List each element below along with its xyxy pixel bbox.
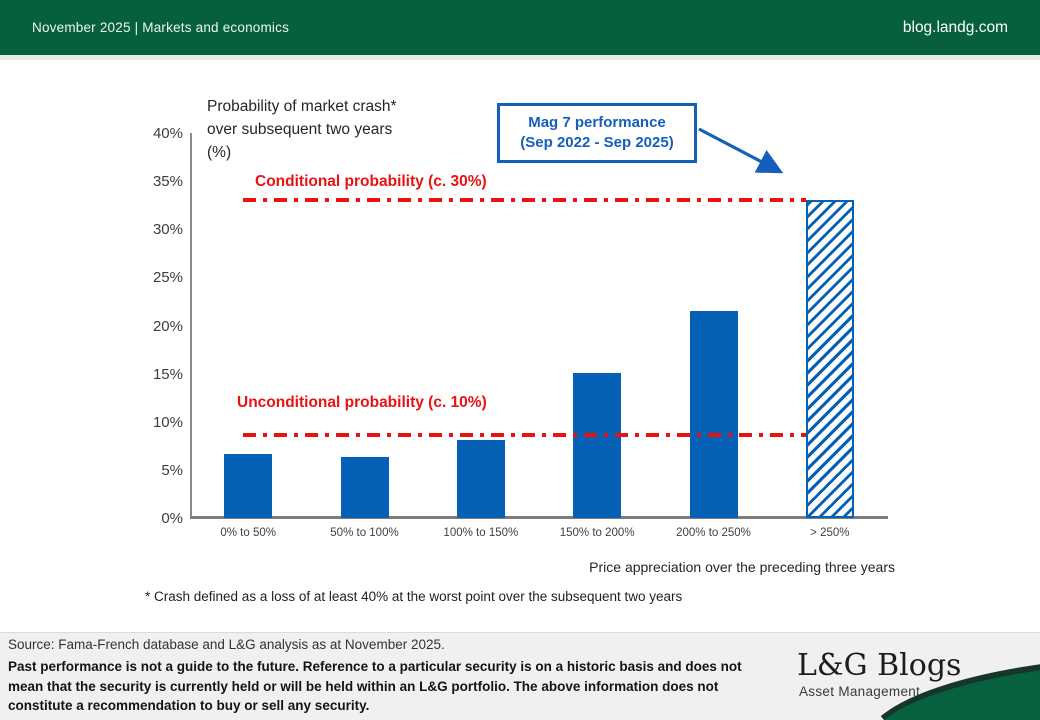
bar <box>690 311 738 518</box>
bar <box>573 373 621 518</box>
source-text: Source: Fama-French database and L&G analysis as at November 2025. <box>8 637 445 652</box>
x-axis-title: Price appreciation over the preceding three years <box>589 559 895 575</box>
x-category-label: 100% to 150% <box>443 527 519 539</box>
bar <box>341 457 389 518</box>
y-tick-label: 40% <box>152 125 183 142</box>
x-category-label: 200% to 250% <box>676 527 751 539</box>
logo-subtitle: Asset Management <box>799 684 921 699</box>
y-tick-label: 0% <box>161 510 183 527</box>
lg-blogs-logo: L&G Blogs <box>797 648 962 683</box>
annotation-callout <box>497 103 697 163</box>
bar <box>457 440 505 518</box>
annotation-arrow-icon <box>694 118 798 186</box>
bar-highlighted-mag7 <box>806 200 854 518</box>
reference-line-label: Unconditional probability (c. 10%) <box>237 394 487 411</box>
annotation-line-2: (Sep 2022 - Sep 2025) <box>520 134 674 151</box>
header-edition-label: November 2025 | Markets and economics <box>32 20 290 35</box>
y-tick-label: 25% <box>152 269 183 287</box>
chart-footnote: * Crash defined as a loss of at least 40% at the worst point over the subsequent two years <box>145 589 683 604</box>
reference-line-label: Conditional probability (c. 30%) <box>255 173 487 190</box>
x-category-label: > 250% <box>810 527 850 539</box>
x-category-label: 0% to 50% <box>220 527 276 539</box>
x-category-label: 150% to 200% <box>559 527 635 539</box>
bar <box>224 454 272 518</box>
reference-line <box>243 198 806 202</box>
y-tick-label: 35% <box>152 173 183 191</box>
x-category-label: 50% to 100% <box>330 527 399 539</box>
y-tick-label: 30% <box>152 221 183 239</box>
disclaimer-text: Past performance is not a guide to the future. Reference to a particular security is on a historic basis and does not mean that the security is currently held or will be held within an L&G portfolio. The above information does not constitute a recommendation to buy or sell any security. <box>8 659 742 713</box>
reference-line <box>243 433 806 437</box>
chart-title: Probability of market crash* over subsequent two years (%) <box>207 98 397 161</box>
x-axis-line <box>190 516 888 519</box>
y-axis-line <box>190 133 192 518</box>
y-tick-label: 10% <box>152 413 183 431</box>
header-blog-url[interactable]: blog.landg.com <box>902 18 1008 36</box>
y-tick-label: 5% <box>161 461 183 479</box>
brand-swoosh-graphic <box>860 662 1040 720</box>
y-tick-label: 15% <box>152 365 183 383</box>
annotation-line-1: Mag 7 performance <box>528 114 666 131</box>
y-tick-label: 20% <box>152 317 183 335</box>
